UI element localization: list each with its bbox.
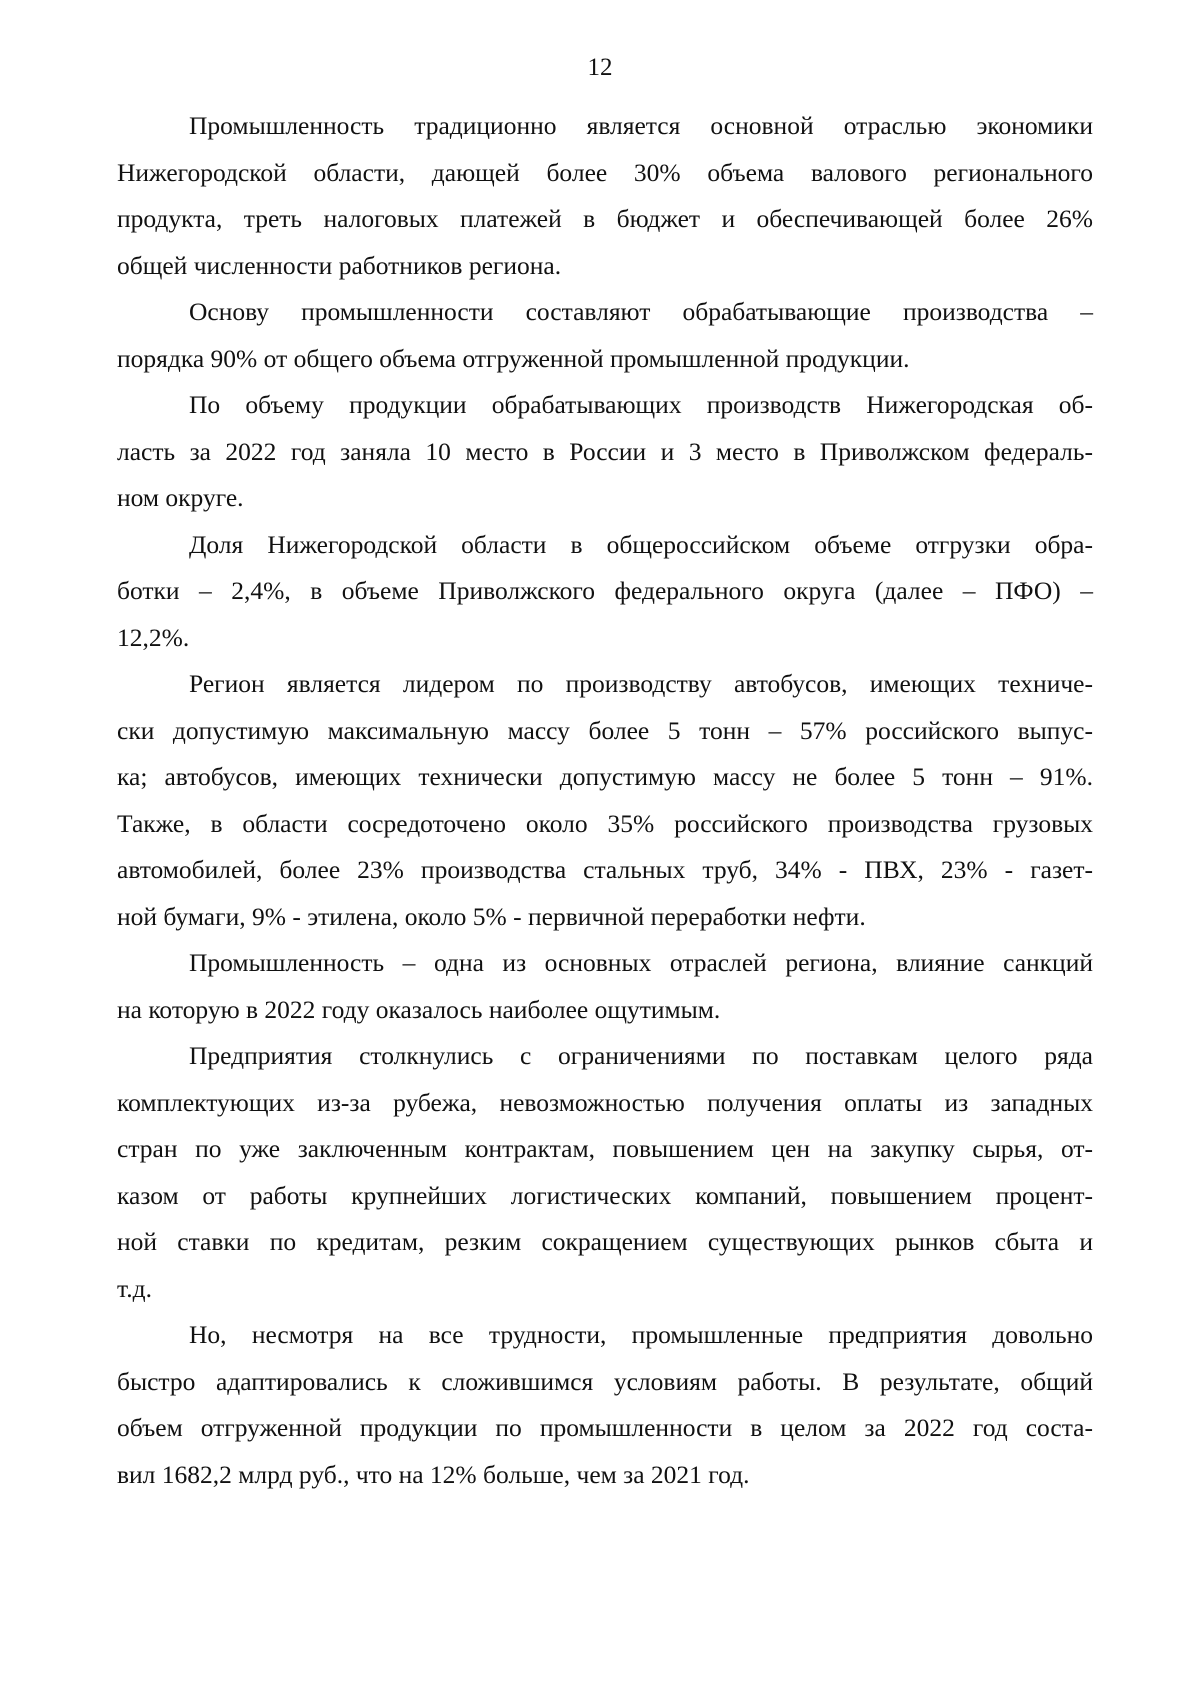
paragraph-region-share: [117, 522, 1093, 662]
paragraph-industry-overview: [117, 103, 1093, 289]
text-line: комплектующих из-за рубежа, невозможностью получения оплаты из западных: [117, 1087, 1093, 1117]
text-line: автомобилей, более 23% производства стальных труб, 34% - ПВХ, 23% - газет-: [117, 855, 1093, 884]
text-line: стран по уже заключенным контрактам, повышением цен на закупку сырья, от-: [117, 1134, 1093, 1163]
text-line: продукта, треть налоговых платежей в бюджет и обеспечивающей более 26%: [117, 204, 1093, 233]
text-line: ласть за 2022 год заняла 10 место в России и 3 место в Приволжском федераль-: [117, 436, 1093, 466]
text-line: ка; автобусов, имеющих технически допустимую массу не более 5 тонн – 91%.: [117, 762, 1093, 791]
page-number: 12: [587, 54, 613, 81]
text-line: По объему продукции обрабатывающих производств Нижегородская об-: [189, 390, 1093, 419]
text-line: Доля Нижегородской области в общероссийском объеме отгрузки обра-: [189, 529, 1093, 559]
paragraph-region-rank: [117, 382, 1093, 522]
text-line: т.д.: [117, 1273, 152, 1303]
paragraph-sanctions-impact: [117, 940, 1093, 1033]
text-line: ной бумаги, 9% - этилена, около 5% - первичной переработки нефти.: [117, 901, 866, 931]
text-line: общей численности работников региона.: [117, 250, 562, 280]
text-line: Но, несмотря на все трудности, промышленные предприятия довольно: [189, 1320, 1093, 1349]
text-line: 12,2%.: [117, 622, 190, 652]
text-line: ном округе.: [117, 483, 244, 512]
text-line: Промышленность – одна из основных отраслей региона, влияние санкций: [189, 948, 1093, 977]
paragraph-production-leadership: [117, 661, 1093, 940]
text-line: объем отгруженной продукции по промышленности в целом за 2022 год соста-: [117, 1413, 1093, 1442]
text-line: на которую в 2022 году оказалось наиболее ощутимым.: [117, 994, 721, 1024]
text-line: ной ставки по кредитам, резким сокращением существующих рынков сбыта и: [117, 1227, 1093, 1256]
text-line: Промышленность традиционно является основной отраслью экономики: [189, 111, 1093, 140]
text-line: быстро адаптировались к сложившимся условиям работы. В результате, общий: [117, 1366, 1093, 1396]
paragraph-manufacturing-share: [117, 289, 1093, 382]
document-body: [117, 103, 1093, 1498]
text-line: казом от работы крупнейших логистических компаний, повышением процент-: [117, 1180, 1093, 1210]
text-line: Основу промышленности составляют обрабатывающие производства –: [189, 297, 1093, 326]
text-line: порядка 90% от общего объема отгруженной промышленной продукции.: [117, 343, 910, 373]
text-line: вил 1682,2 млрд руб., что на 12% больше, чем за 2021 год.: [117, 1459, 750, 1489]
text-line: Предприятия столкнулись с ограничениями по поставкам целого ряда: [189, 1041, 1093, 1070]
paragraph-adaptation-result: [117, 1312, 1093, 1498]
paragraph-enterprise-restrictions: [117, 1033, 1093, 1312]
text-line: Регион является лидером по производству автобусов, имеющих техниче-: [189, 669, 1093, 698]
text-line: Нижегородской области, дающей более 30% объема валового регионального: [117, 157, 1093, 187]
text-line: ски допустимую максимальную массу более 5 тонн – 57% российского выпус-: [117, 715, 1093, 745]
text-line: ботки – 2,4%, в объеме Приволжского федерального округа (далее – ПФО) –: [117, 576, 1093, 605]
text-line: Также, в области сосредоточено около 35% российского производства грузовых: [117, 808, 1093, 838]
